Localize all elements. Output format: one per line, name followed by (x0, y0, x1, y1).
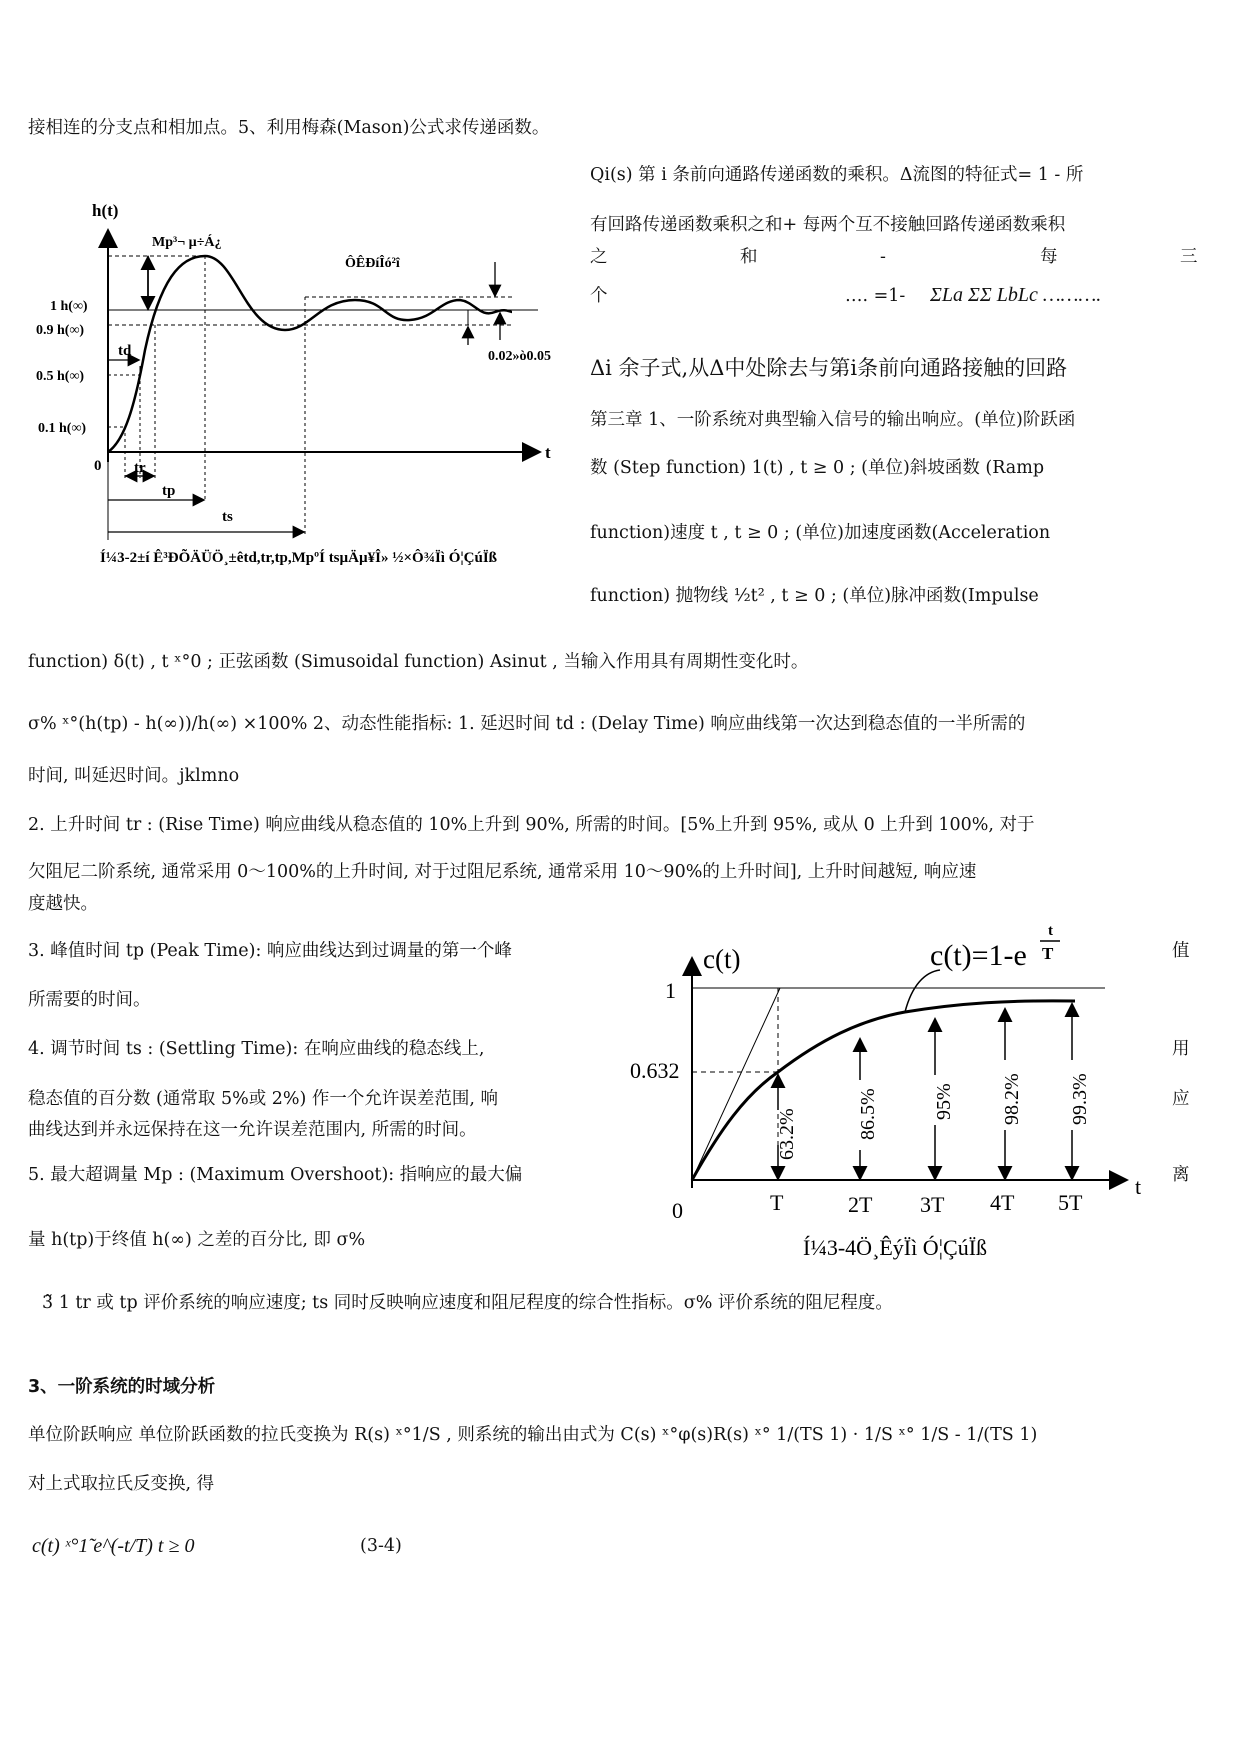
text-line: 用 (1172, 1039, 1190, 1059)
text-line: 第三章 1、一阶系统对典型输入信号的输出响应。(单位)阶跃函 (590, 410, 1076, 430)
text-line: 时间, 叫延迟时间。jklmno (28, 766, 240, 786)
text-line: 3̃ 1 tr 或 tp 评价系统的响应速度; ts 同时反映响应速度和阻尼程度的综合性指标。σ% 评价系统的阻尼程度。 (42, 1293, 893, 1313)
text-line: 5. 最大超调量 Mp : (Maximum Overshoot): 指响应的最大偏 (28, 1165, 523, 1185)
text-line: 每 (1040, 247, 1058, 267)
figure-caption: Í¼3-2±í Ê³ÐÕÄÜÖ¸±êtd,tr,tp,MpºÍ tsµÄµ¥Î» ½×Ô¾Ïì Ó¦ÇúÏß (100, 550, 498, 566)
text-line: 曲线达到并永远保持在这一允许误差范围内, 所需的时间。 (28, 1120, 477, 1140)
text-line: 有回路传递函数乘积之和+ 每两个互不接触回路传递函数乘积 (590, 215, 1066, 235)
percentage-label: 98.2% (1001, 1073, 1023, 1125)
percentage-label: 99.3% (1069, 1073, 1091, 1125)
x-tick-label: T (770, 1190, 784, 1215)
origin-label: 0 (94, 458, 102, 474)
y-tick-label: 0.9 h(∞) (36, 323, 85, 338)
text-line: function)速度 t , t ≥ 0 ; (单位)加速度函数(Acceleration (590, 523, 1051, 543)
text-line: 度越快。 (28, 894, 98, 914)
text-line: function) δ(t) , t ˣ°0 ; 正弦函数 (Simusoidal function) Asinut , 当输入作用具有周期性变化时。 (28, 652, 809, 672)
text-line: 2. 上升时间 tr : (Rise Time) 响应曲线从稳态值的 10%上升到 90%, 所需的时间。[5%上升到 95%, 或从 0 上升到 100%, 对于 (28, 815, 1035, 835)
section-heading: 3、一阶系统的时域分析 (28, 1377, 216, 1397)
y-tick-label: 0.5 h(∞) (36, 369, 85, 384)
text-line: 对上式取拉氏反变换, 得 (28, 1474, 215, 1494)
text-line: 3. 峰值时间 tp (Peak Time): 响应曲线达到过调量的第一个峰 (28, 941, 512, 961)
x-axis-label: t (545, 443, 551, 462)
time-label-tp: tp (162, 483, 176, 499)
figure-caption: Í¼3-4Ö¸ÊýÏì Ó¦ÇúÏß (803, 1235, 988, 1260)
origin-label: 0 (672, 1198, 683, 1223)
y-tick-label: 1 (665, 978, 676, 1003)
text-line: 量 h(tp)于终值 h(∞) 之差的百分比, 即 σ% (28, 1230, 366, 1250)
percentage-label: 86.5% (857, 1088, 879, 1140)
text-line: 值 (1172, 941, 1190, 961)
text-line: 个 (590, 286, 608, 306)
text-line: 三 (1180, 247, 1198, 267)
formula: c(t) ˣ°1̃ e^(-t/T) t ≥ 0 (32, 1535, 195, 1557)
text-line: - (880, 247, 886, 267)
y-axis-label: h(t) (92, 201, 119, 220)
formula-exp-num: t (1048, 923, 1053, 939)
formula-label: c(t)=1-e (930, 939, 1027, 972)
y-axis-label: c(t) (703, 944, 741, 974)
text-line: 所需要的时间。 (28, 990, 151, 1010)
percentage-label: 63.2% (776, 1108, 798, 1160)
time-label-tr: tr (134, 460, 146, 476)
band-label: ÔÊÐíÎó²î (345, 256, 400, 271)
time-label-td: td (118, 343, 132, 359)
formula: ΣLa ΣΣ LbLc ………. (930, 284, 1102, 306)
text-line: …. =1- (845, 286, 906, 306)
time-label-ts: ts (222, 509, 233, 525)
formula-exp-den: T (1042, 944, 1054, 963)
mp-label: Mp³¬ µ÷Á¿ (152, 235, 222, 250)
y-tick-label: 1 h(∞) (50, 299, 88, 314)
equation-number: (3-4) (360, 1536, 402, 1556)
y-tick-label: 0.1 h(∞) (38, 421, 87, 436)
text-line: 欠阻尼二阶系统, 通常采用 0～100%的上升时间, 对于过阻尼系统, 通常采用 10～90%的上升时间], 上升时间越短, 响应速 (28, 862, 977, 882)
x-axis-label: t (1135, 1174, 1142, 1199)
y-tick-label: 0.632 (630, 1058, 680, 1083)
text-line: 之 (590, 247, 608, 267)
percentage-label: 95% (933, 1083, 955, 1120)
text-line: 应 (1172, 1089, 1190, 1109)
text-line: Δi 余子式,从Δ中处除去与第i条前向通路接触的回路 (590, 356, 1068, 380)
text-line: σ% ˣ°(h(tp) - h(∞))/h(∞) ×100% 2、动态性能指标: 1. 延迟时间 td : (Delay Time) 响应曲线第一次达到稳态值的一半所需的 (28, 714, 1026, 734)
text-line: 4. 调节时间 ts : (Settling Time): 在响应曲线的稳态线上, (28, 1039, 485, 1059)
text-line: function) 抛物线 ½t² , t ≥ 0 ; (单位)脉冲函数(Impulse (590, 586, 1039, 606)
text-line: 离 (1172, 1165, 1190, 1185)
x-tick-label: 5T (1058, 1190, 1083, 1215)
text-line: 单位阶跃响应 单位阶跃函数的拉氏变换为 R(s) ˣ°1/S , 则系统的输出由式为 C(s) ˣ°φ(s)R(s) ˣ° 1/(TS 1) · 1/S ˣ° 1/S - 1/(TS 1) (28, 1425, 1038, 1445)
text-line: 稳态值的百分数 (通常取 5%或 2%) 作一个允许误差范围, 响 (28, 1089, 499, 1109)
text-line: 数 (Step function) 1(t) , t ≥ 0 ; (单位)斜坡函数 (Ramp (590, 458, 1045, 478)
tolerance-label: 0.02»ò0.05 (488, 349, 551, 364)
text-line: 和 (740, 247, 758, 267)
x-tick-label: 4T (990, 1190, 1015, 1215)
text-line: Qi(s) 第 i 条前向通路传递函数的乘积。Δ流图的特征式= 1 - 所 (590, 165, 1084, 185)
x-tick-label: 2T (848, 1192, 873, 1217)
text-line: 接相连的分支点和相加点。5、利用梅森(Mason)公式求传递函数。 (28, 118, 550, 138)
x-tick-label: 3T (920, 1192, 945, 1217)
